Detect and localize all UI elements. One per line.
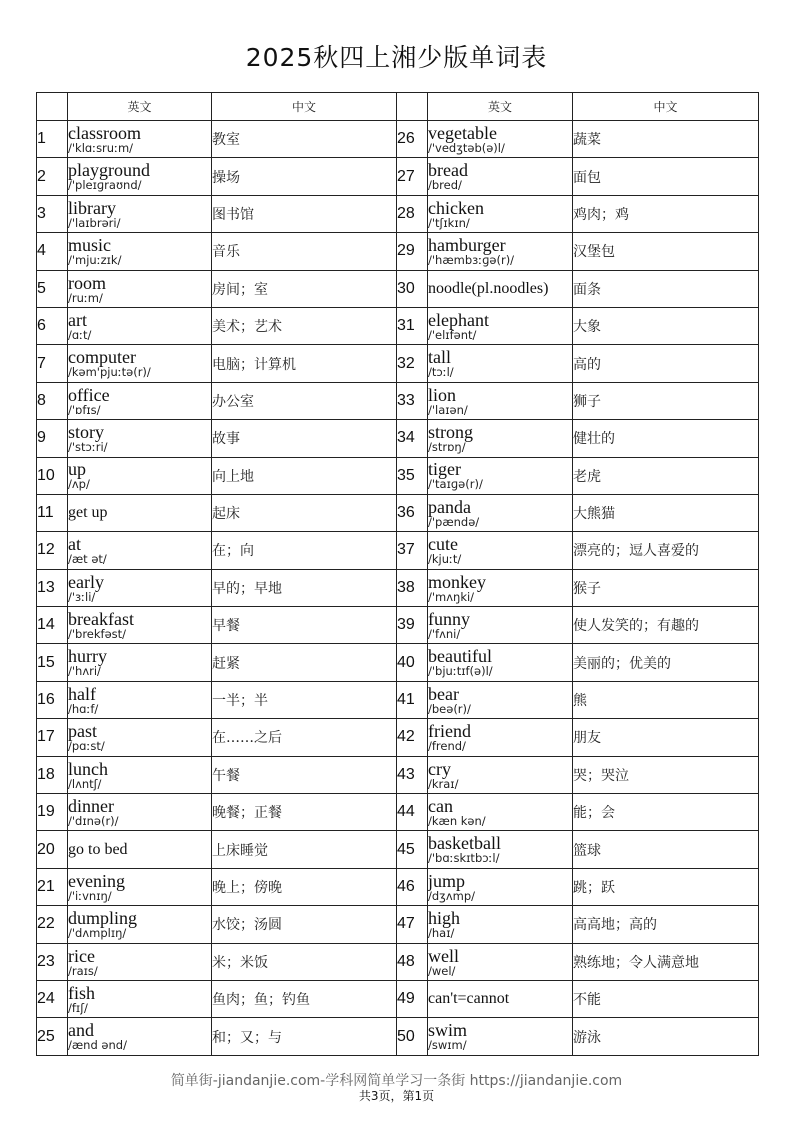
chinese-meaning: 音乐 (212, 233, 397, 270)
chinese-meaning: 美术；艺术 (212, 307, 397, 344)
chinese-meaning: 熊 (573, 681, 759, 718)
word-number: 12 (37, 532, 68, 569)
chinese-meaning: 朋友 (573, 719, 759, 756)
english-word: cry (428, 758, 451, 779)
english-word-cell (68, 382, 212, 419)
english-word: breakfast (68, 609, 134, 630)
word-number: 36 (397, 494, 428, 531)
english-word: tiger (428, 459, 461, 480)
english-word-cell (68, 457, 212, 494)
english-word: basketball (428, 833, 501, 854)
chinese-meaning: 大熊猫 (573, 494, 759, 531)
phonetic-transcription: /'stɔːri/ (68, 440, 108, 455)
table-row (37, 794, 759, 831)
word-number: 35 (397, 457, 428, 494)
word-number: 8 (37, 382, 68, 419)
phonetic-transcription: /æt ət/ (68, 552, 107, 567)
english-word: office (68, 384, 110, 405)
phonetic-transcription: /'iːvnɪŋ/ (68, 888, 112, 903)
english-word: past (68, 721, 97, 742)
word-number: 20 (37, 831, 68, 868)
phonetic-transcription: /ɑːt/ (68, 327, 92, 342)
word-number: 32 (397, 345, 428, 382)
english-word-cell (68, 980, 212, 1017)
english-word: story (68, 422, 104, 443)
word-number: 31 (397, 307, 428, 344)
phonetic-transcription: /'laɪən/ (428, 402, 468, 417)
word-number: 30 (397, 270, 428, 307)
phonetic-transcription: /hɑːf/ (68, 701, 99, 716)
english-word: up (68, 459, 86, 480)
word-number: 27 (397, 158, 428, 195)
phonetic-transcription: /'dɪnə(r)/ (68, 813, 119, 828)
phonetic-transcription: /strɒŋ/ (428, 440, 466, 455)
english-word: at (68, 534, 81, 555)
english-word-cell (68, 831, 212, 868)
english-word: can (428, 795, 453, 816)
word-number: 16 (37, 681, 68, 718)
chinese-meaning: 使人发笑的；有趣的 (573, 607, 759, 644)
english-word-cell (68, 943, 212, 980)
english-word: library (68, 197, 116, 218)
english-word: high (428, 908, 461, 929)
word-number: 22 (37, 906, 68, 943)
table-row (37, 307, 759, 344)
english-word-cell (428, 906, 573, 943)
watermark-text: 简单街-jiandanjie.com-学科网简单学习一条街 https://jiandanjie.com (170, 1073, 623, 1089)
english-word: playground (68, 160, 150, 181)
phonetic-transcription: /dʒʌmp/ (428, 888, 475, 903)
word-number: 41 (397, 681, 428, 718)
table-row (37, 756, 759, 793)
phonetic-transcription: /'bɑːskɪtbɔːl/ (428, 851, 500, 866)
chinese-meaning: 教室 (212, 121, 397, 158)
phonetic-transcription: /'pleɪɡraʊnd/ (68, 178, 142, 193)
table-row (37, 382, 759, 419)
phonetic-transcription: /'hæmbɜːɡə(r)/ (428, 253, 515, 268)
phonetic-transcription: /'mʌŋki/ (428, 589, 475, 604)
table-row (37, 195, 759, 232)
english-word: jump (428, 870, 466, 891)
chinese-meaning: 向上地 (212, 457, 397, 494)
word-number: 39 (397, 607, 428, 644)
chinese-meaning: 午餐 (212, 756, 397, 793)
table-row (37, 532, 759, 569)
english-word-cell (68, 307, 212, 344)
word-number: 46 (397, 868, 428, 905)
phonetic-transcription: /'bjuːtɪf(ə)l/ (428, 664, 493, 679)
chinese-meaning: 面条 (573, 270, 759, 307)
chinese-meaning: 早餐 (212, 607, 397, 644)
phonetic-transcription: /pɑːst/ (68, 739, 105, 754)
english-word: art (68, 309, 87, 330)
phonetic-transcription: /ruːm/ (68, 290, 103, 305)
chinese-meaning: 早的；早地 (212, 569, 397, 606)
phonetic-transcription: /'laɪbrəri/ (68, 215, 121, 230)
english-word: hamburger (428, 235, 506, 256)
chinese-meaning: 蔬菜 (573, 121, 759, 158)
english-word: dumpling (68, 908, 138, 929)
english-word: noodle(pl.noodles) (428, 279, 549, 297)
word-number: 11 (37, 494, 68, 531)
table-row (37, 607, 759, 644)
phonetic-transcription: /lʌntʃ/ (68, 776, 102, 791)
english-word: classroom (68, 122, 141, 143)
table-row (37, 233, 759, 270)
phonetic-transcription: /'fʌni/ (428, 627, 461, 642)
chinese-meaning: 熟练地；令人满意地 (573, 943, 759, 980)
english-word: well (428, 945, 459, 966)
english-word-cell (68, 1018, 212, 1055)
english-word: tall (428, 347, 451, 368)
phonetic-transcription: /wel/ (428, 963, 456, 978)
chinese-meaning: 漂亮的；逗人喜爱的 (573, 532, 759, 569)
english-word: elephant (428, 309, 489, 330)
english-word-cell (68, 158, 212, 195)
chinese-meaning: 晚餐；正餐 (212, 794, 397, 831)
chinese-meaning: 面包 (573, 158, 759, 195)
header-number-left (37, 93, 68, 121)
word-number: 38 (397, 569, 428, 606)
word-number: 2 (37, 158, 68, 195)
english-word-cell (68, 121, 212, 158)
word-number: 9 (37, 420, 68, 457)
chinese-meaning: 故事 (212, 420, 397, 457)
english-word-cell (428, 756, 573, 793)
english-word-cell (68, 868, 212, 905)
english-word-cell (428, 681, 573, 718)
english-word: panda (428, 496, 471, 517)
word-number: 17 (37, 719, 68, 756)
english-word: vegetable (428, 122, 497, 143)
phonetic-transcription: /'elɪfənt/ (428, 327, 477, 342)
english-word-cell (68, 569, 212, 606)
word-number: 14 (37, 607, 68, 644)
chinese-meaning: 不能 (573, 980, 759, 1017)
chinese-meaning: 大象 (573, 307, 759, 344)
english-word: music (68, 235, 111, 256)
table-row (37, 831, 759, 868)
word-number: 6 (37, 307, 68, 344)
english-word-cell (68, 719, 212, 756)
phonetic-transcription: /ʌp/ (68, 477, 90, 492)
english-word-cell (428, 195, 573, 232)
english-word-cell (428, 943, 573, 980)
english-word-cell (428, 1018, 573, 1055)
chinese-meaning: 操场 (212, 158, 397, 195)
english-word-cell (68, 494, 212, 531)
english-word-cell (68, 420, 212, 457)
english-word-cell (428, 158, 573, 195)
phonetic-transcription: /ænd ənd/ (68, 1038, 127, 1053)
english-word: lion (428, 384, 457, 405)
table-row (37, 943, 759, 980)
chinese-meaning: 赶紧 (212, 644, 397, 681)
english-word-cell (428, 233, 573, 270)
english-word-cell (428, 644, 573, 681)
word-number: 19 (37, 794, 68, 831)
english-word-cell (68, 756, 212, 793)
english-word-cell (68, 681, 212, 718)
word-number: 21 (37, 868, 68, 905)
english-word-cell (68, 644, 212, 681)
english-word: room (68, 272, 106, 293)
english-word: lunch (68, 758, 108, 779)
chinese-meaning: 上床睡觉 (212, 831, 397, 868)
english-word-cell (68, 794, 212, 831)
english-word-cell (428, 345, 573, 382)
word-number: 34 (397, 420, 428, 457)
english-word-cell (68, 532, 212, 569)
english-word-cell (428, 831, 573, 868)
chinese-meaning: 美丽的；优美的 (573, 644, 759, 681)
phonetic-transcription: /'pændə/ (428, 514, 480, 529)
english-word-cell (428, 121, 573, 158)
english-word-cell (68, 906, 212, 943)
chinese-meaning: 能；会 (573, 794, 759, 831)
word-number: 50 (397, 1018, 428, 1055)
chinese-meaning: 游泳 (573, 1018, 759, 1055)
phonetic-transcription: /kjuːt/ (428, 552, 462, 567)
table-row (37, 457, 759, 494)
phonetic-transcription: /frend/ (428, 739, 466, 754)
phonetic-transcription: /fɪʃ/ (68, 1000, 88, 1015)
english-word-cell (428, 794, 573, 831)
table-row (37, 345, 759, 382)
english-word-cell (68, 270, 212, 307)
english-word-cell (428, 719, 573, 756)
phonetic-transcription: /swɪm/ (428, 1038, 467, 1053)
chinese-meaning: 水饺；汤圆 (212, 906, 397, 943)
table-row (37, 494, 759, 531)
word-number: 49 (397, 980, 428, 1017)
word-number: 5 (37, 270, 68, 307)
vocabulary-table (36, 92, 759, 1056)
english-word-cell (428, 494, 573, 531)
page-indicator: 共3页，第1页 (358, 1089, 435, 1103)
english-word: computer (68, 347, 136, 368)
english-word-cell (428, 307, 573, 344)
chinese-meaning: 米；米饭 (212, 943, 397, 980)
english-word-cell (68, 233, 212, 270)
phonetic-transcription: /'ɒfɪs/ (68, 402, 101, 417)
english-word-cell (428, 569, 573, 606)
word-number: 37 (397, 532, 428, 569)
chinese-meaning: 汉堡包 (573, 233, 759, 270)
word-number: 18 (37, 756, 68, 793)
chinese-meaning: 鸡肉；鸡 (573, 195, 759, 232)
chinese-meaning: 鱼肉；鱼；钓鱼 (212, 980, 397, 1017)
phonetic-transcription: /'brekfəst/ (68, 627, 127, 642)
word-number: 26 (397, 121, 428, 158)
word-number: 7 (37, 345, 68, 382)
header-number-right (397, 93, 428, 121)
header-english-right: 英文 (428, 93, 573, 121)
word-number: 13 (37, 569, 68, 606)
phonetic-transcription: /'vedʒtəb(ə)l/ (428, 140, 505, 155)
chinese-meaning: 在……之后 (212, 719, 397, 756)
word-number: 45 (397, 831, 428, 868)
word-number: 33 (397, 382, 428, 419)
word-number: 47 (397, 906, 428, 943)
table-row (37, 681, 759, 718)
table-row (37, 644, 759, 681)
table-row (37, 980, 759, 1017)
word-number: 1 (37, 121, 68, 158)
chinese-meaning: 晚上；傍晚 (212, 868, 397, 905)
english-word: get up (68, 504, 108, 522)
english-word: bread (428, 160, 468, 181)
english-word: hurry (68, 646, 107, 667)
phonetic-transcription: /beə(r)/ (428, 701, 471, 716)
header-english-left: 英文 (68, 93, 212, 121)
word-number: 10 (37, 457, 68, 494)
table-row (37, 158, 759, 195)
word-number: 23 (37, 943, 68, 980)
phonetic-transcription: /'klɑːsruːm/ (68, 140, 134, 155)
english-word: swim (428, 1020, 468, 1041)
phonetic-transcription: /raɪs/ (68, 963, 98, 978)
english-word-cell (428, 868, 573, 905)
chinese-meaning: 在；向 (212, 532, 397, 569)
word-number: 29 (397, 233, 428, 270)
page-title: 2025秋四上湘少版单词表 (245, 43, 548, 72)
english-word: evening (68, 870, 125, 891)
english-word: rice (68, 945, 95, 966)
word-number: 3 (37, 195, 68, 232)
chinese-meaning: 起床 (212, 494, 397, 531)
english-word-cell (68, 195, 212, 232)
chinese-meaning: 篮球 (573, 831, 759, 868)
english-word: and (68, 1020, 94, 1041)
english-word: beautiful (428, 646, 492, 667)
english-word: dinner (68, 795, 114, 816)
table-row (37, 906, 759, 943)
phonetic-transcription: /'taɪɡə(r)/ (428, 477, 483, 492)
chinese-meaning: 哭；哭泣 (573, 756, 759, 793)
english-word-cell (68, 345, 212, 382)
english-word-cell (68, 607, 212, 644)
english-word: go to bed (68, 840, 128, 858)
word-number: 15 (37, 644, 68, 681)
chinese-meaning: 健壮的 (573, 420, 759, 457)
english-word: bear (428, 683, 459, 704)
english-word: friend (428, 721, 471, 742)
table-row (37, 420, 759, 457)
english-word: cute (428, 534, 458, 555)
chinese-meaning: 老虎 (573, 457, 759, 494)
phonetic-transcription: /'mjuːzɪk/ (68, 253, 122, 268)
english-word-cell (428, 270, 573, 307)
chinese-meaning: 高的 (573, 345, 759, 382)
english-word: monkey (428, 571, 486, 592)
phonetic-transcription: /kæn kən/ (428, 813, 486, 828)
english-word-cell (428, 457, 573, 494)
english-word: early (68, 571, 104, 592)
english-word: can't=cannot (428, 990, 510, 1008)
table-row (37, 270, 759, 307)
english-word-cell (428, 420, 573, 457)
header-chinese-right: 中文 (573, 93, 759, 121)
word-number: 44 (397, 794, 428, 831)
table-row (37, 569, 759, 606)
chinese-meaning: 电脑；计算机 (212, 345, 397, 382)
chinese-meaning: 和；又；与 (212, 1018, 397, 1055)
word-number: 43 (397, 756, 428, 793)
chinese-meaning: 狮子 (573, 382, 759, 419)
phonetic-transcription: /tɔːl/ (428, 365, 454, 380)
table-row (37, 121, 759, 158)
word-number: 4 (37, 233, 68, 270)
table-row (37, 719, 759, 756)
phonetic-transcription: /bred/ (428, 178, 462, 193)
header-chinese-left: 中文 (212, 93, 397, 121)
english-word-cell (428, 382, 573, 419)
english-word: strong (428, 422, 473, 443)
word-number: 48 (397, 943, 428, 980)
phonetic-transcription: /'dʌmplɪŋ/ (68, 926, 127, 941)
chinese-meaning: 高高地；高的 (573, 906, 759, 943)
word-number: 25 (37, 1018, 68, 1055)
word-number: 42 (397, 719, 428, 756)
english-word: chicken (428, 197, 484, 218)
table-row (37, 868, 759, 905)
chinese-meaning: 图书馆 (212, 195, 397, 232)
chinese-meaning: 办公室 (212, 382, 397, 419)
phonetic-transcription: /'hʌri/ (68, 664, 101, 679)
word-number: 40 (397, 644, 428, 681)
phonetic-transcription: /'ɜːli/ (68, 589, 96, 604)
phonetic-transcription: /kraɪ/ (428, 776, 459, 791)
table-row (37, 1018, 759, 1055)
word-number: 28 (397, 195, 428, 232)
english-word: funny (428, 609, 470, 630)
english-word-cell (428, 532, 573, 569)
english-word-cell (428, 980, 573, 1017)
chinese-meaning: 一半；半 (212, 681, 397, 718)
table-header-row (37, 93, 759, 121)
english-word-cell (428, 607, 573, 644)
phonetic-transcription: /'tʃɪkɪn/ (428, 215, 470, 230)
word-number: 24 (37, 980, 68, 1017)
chinese-meaning: 房间；室 (212, 270, 397, 307)
phonetic-transcription: /kəm'pjuːtə(r)/ (68, 365, 151, 380)
chinese-meaning: 跳；跃 (573, 868, 759, 905)
phonetic-transcription: /haɪ/ (428, 926, 455, 941)
english-word: half (68, 683, 96, 704)
english-word: fish (68, 982, 95, 1003)
chinese-meaning: 猴子 (573, 569, 759, 606)
